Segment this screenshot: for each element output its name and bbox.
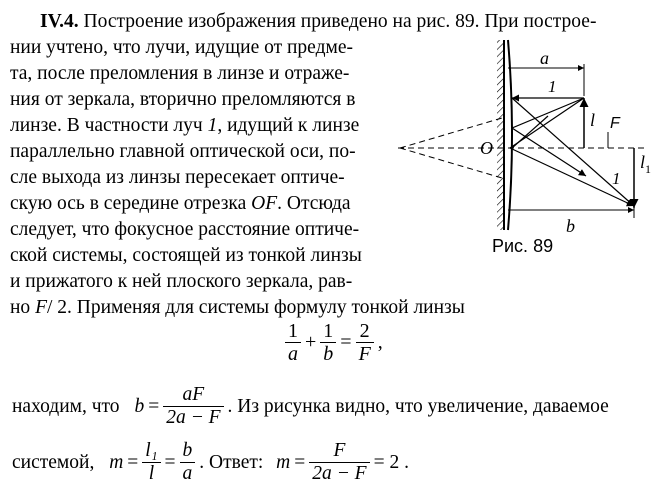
ray-focus-out xyxy=(512,128,586,176)
fraction-aF-over-2a-F xyxy=(163,384,223,429)
answer-label: . Ответ: xyxy=(199,451,264,473)
equals-sign: = xyxy=(164,451,176,473)
var-m: m xyxy=(276,451,291,473)
fraction-F-over-2a-F xyxy=(309,440,369,485)
fraction-1-over-a xyxy=(285,320,301,365)
label-l1: $l_1$ xyxy=(640,152,652,176)
focal-slash: / 2 xyxy=(46,297,68,318)
label-a: a xyxy=(540,48,549,68)
label-O: O xyxy=(480,138,493,158)
text-line-12-end: . Применяя для системы формулу тонкой линзы xyxy=(67,297,465,318)
text-line-12 xyxy=(10,296,465,320)
text-line-5 xyxy=(10,114,359,138)
system-line xyxy=(10,440,411,485)
frac-den: F xyxy=(356,342,374,365)
text-line-8 xyxy=(10,192,351,216)
equals-sign: = xyxy=(340,331,352,353)
text-line-10: ской системы, состоящей из тонкой линзы xyxy=(10,245,362,266)
text-line-1-content: Построение изображения приведено на рис. 89. При построе- xyxy=(83,11,597,32)
frac-den: a xyxy=(180,462,196,485)
label-l: l xyxy=(590,110,596,130)
label-ray-1-lower: 1 xyxy=(612,169,621,188)
text-line-3: та, после преломления в линзе и отраже- xyxy=(10,63,350,84)
label-F: F xyxy=(610,115,620,132)
text-line-9: следует, что фокусное расстояние оптиче- xyxy=(10,219,360,240)
ray-label: 1 xyxy=(207,115,218,136)
frac-den: a xyxy=(285,342,301,365)
found-suffix: . Из рисунка видно, что увеличение, даваемое xyxy=(227,395,609,417)
frac-den: b xyxy=(320,342,336,365)
fraction-2-over-F xyxy=(356,320,374,365)
text-line-5-start: линзе. В частности луч xyxy=(10,115,208,136)
frac-den: 2a − F xyxy=(163,406,223,429)
segment-label: OF xyxy=(251,193,278,214)
text-line-4: ния от зеркала, вторично преломляются в xyxy=(10,89,356,110)
lens-equation xyxy=(283,320,385,365)
problem-number: IV.4. xyxy=(40,11,79,32)
frac-num: b xyxy=(182,440,193,461)
frac-num: 1 xyxy=(288,320,298,342)
frac-den: l xyxy=(142,462,160,485)
fraction-b-over-a xyxy=(180,440,196,485)
text-line-8-start: скую ось в середине отрезка xyxy=(10,193,252,214)
ray-to-focus xyxy=(512,98,584,128)
ray-diagram xyxy=(398,28,660,234)
plus-sign: + xyxy=(305,331,317,353)
frac-den: 2a − F xyxy=(309,462,369,485)
frac-num: 2 xyxy=(359,320,370,342)
frac-num: 1 xyxy=(323,320,334,342)
system-prefix: системой, xyxy=(12,451,95,473)
comma: , xyxy=(377,331,383,353)
result-value: = 2 . xyxy=(373,451,409,473)
frac-num: l₁ xyxy=(145,440,158,461)
text-line-11: и прижатого к ней плоского зеркала, рав- xyxy=(10,271,353,292)
equals-sign: = xyxy=(127,451,139,473)
fraction-1-over-b xyxy=(320,320,336,365)
frac-num: aF xyxy=(182,384,205,405)
text-line-5-end: , идущий к линзе xyxy=(217,115,360,136)
equals-sign: = xyxy=(294,451,306,473)
text-line-2: нии учтено, что лучи, идущие от предме- xyxy=(10,37,353,58)
found-prefix: находим, что xyxy=(12,395,120,417)
fraction-l1-over-l xyxy=(142,440,160,485)
frac-num: F xyxy=(333,440,346,461)
label-ray-1: 1 xyxy=(548,77,557,96)
text-line-6: параллельно главной оптической оси, по- xyxy=(10,141,356,162)
var-m: m xyxy=(109,451,124,473)
text-line-7: сле выхода из линзы пересекает оптиче- xyxy=(10,167,345,188)
text-line-8-end: . Отсюда xyxy=(277,193,351,214)
focal-F: F xyxy=(35,297,47,318)
mirror-hatch xyxy=(497,40,504,230)
figure-caption: Рис. 89 xyxy=(492,236,554,256)
var-b: b xyxy=(134,395,145,417)
text-line-12-start: но xyxy=(10,297,36,318)
equals-sign: = xyxy=(148,395,160,417)
label-b: b xyxy=(566,216,575,234)
found-line xyxy=(10,384,611,429)
